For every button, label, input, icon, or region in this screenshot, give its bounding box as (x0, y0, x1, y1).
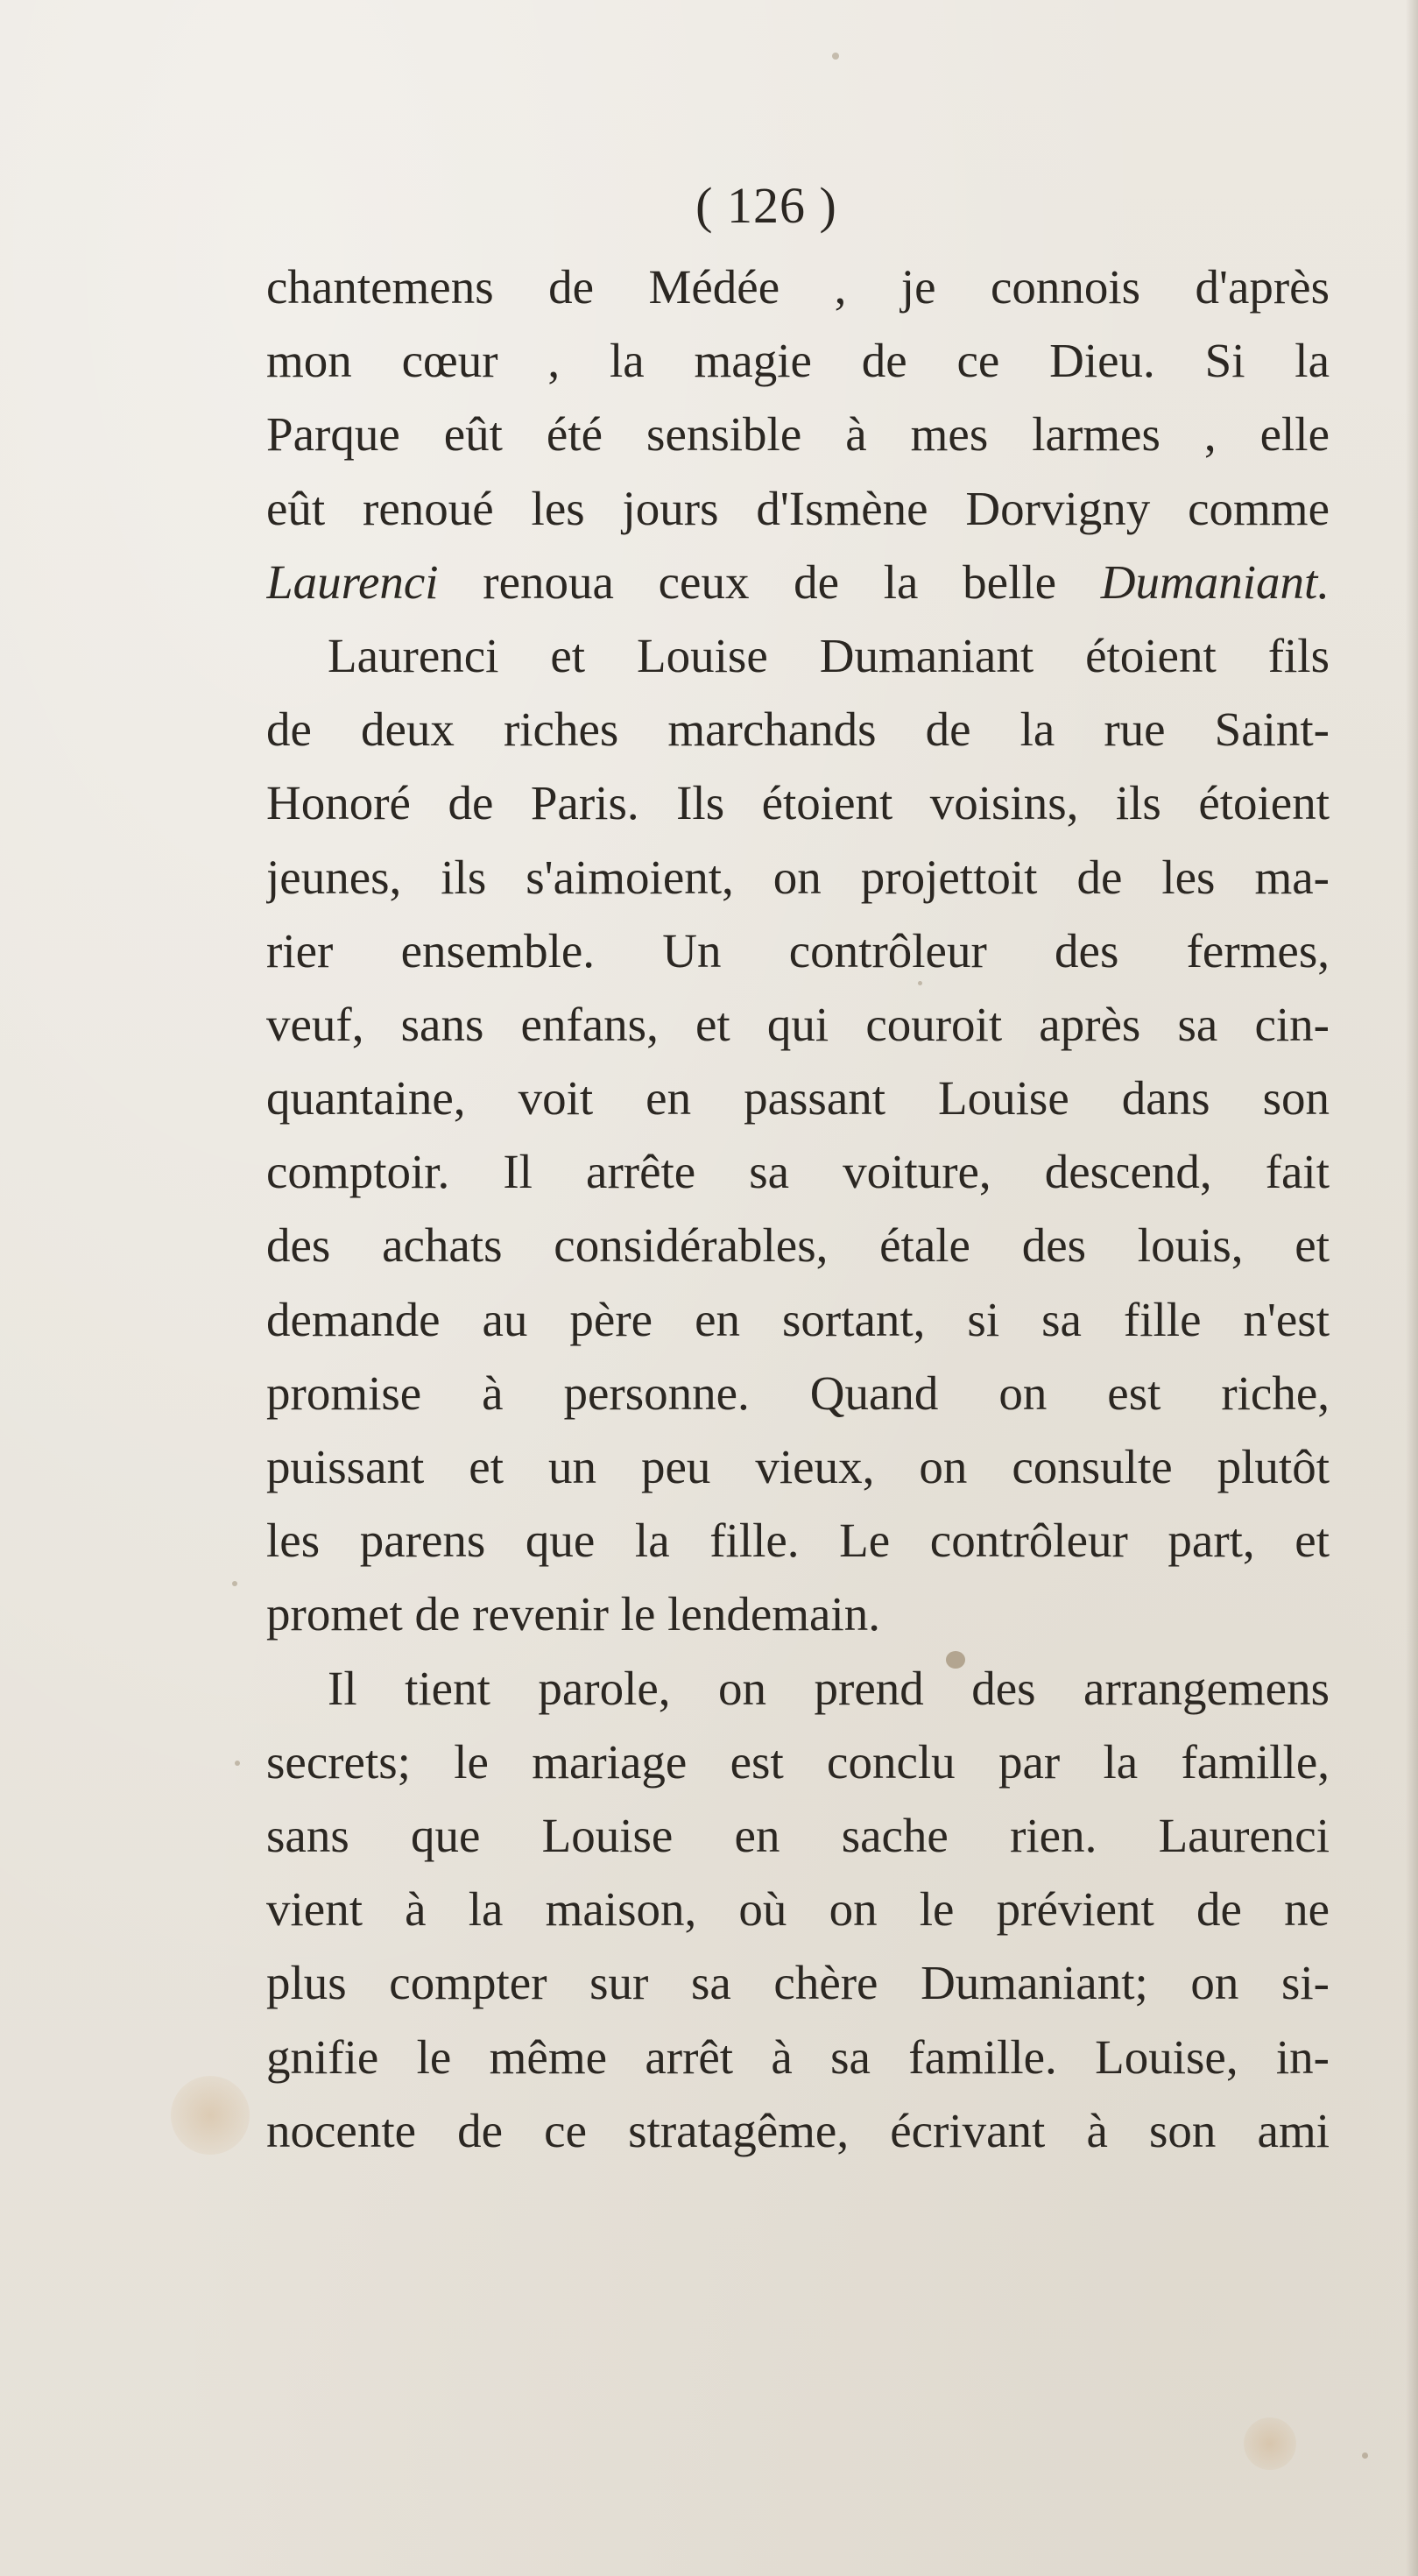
ink-speck (918, 981, 922, 985)
paragraph-start-line: Il tient parole, on prend des arrangemens (328, 1661, 1330, 1715)
ink-speck (832, 53, 839, 60)
text-line: quantaine, voit en passant Louise dans son (266, 1071, 1330, 1126)
text-line: eût renoué les jours d'Ismène Dorvigny comme (266, 481, 1330, 535)
text-line: de deux riches marchands de la rue Saint- (266, 702, 1330, 757)
text-line: Honoré de Paris. Ils étoient voisins, ils étoient (266, 776, 1330, 830)
paper-stain (171, 2076, 250, 2155)
text-line: les parens que la fille. Le contrôleur part, et (266, 1514, 1330, 1568)
text-line: comptoir. Il arrête sa voiture, descend, fait (266, 1145, 1330, 1199)
italic-name-laurenci: Laurenci (266, 554, 439, 609)
paragraph-start-line: Laurenci et Louise Dumaniant étoient fils (328, 628, 1330, 682)
text-line: veuf, sans enfans, et qui couroit après sa cin- (266, 997, 1330, 1051)
page-edge-shadow (1406, 0, 1418, 2576)
text-line: plus compter sur sa chère Dumaniant; on si- (266, 1956, 1330, 2010)
text-line: puissant et un peu vieux, on consulte plutôt (266, 1440, 1330, 1493)
text-line: mon cœur , la magie de ce Dieu. Si la (266, 334, 1330, 388)
text-line: demande au père en sortant, si sa fille n'est (266, 1292, 1330, 1346)
text-line: promise à personne. Quand on est riche, (266, 1366, 1330, 1420)
paper-stain (1244, 2417, 1296, 2470)
ink-speck (232, 1581, 237, 1586)
text-line: vient à la maison, où on le prévient de ne (266, 1882, 1330, 1937)
body-text (266, 251, 1330, 2168)
page-number: ( 126 ) (695, 177, 837, 234)
ink-speck (1362, 2452, 1368, 2459)
ink-speck (235, 1761, 240, 1766)
text-line: rier ensemble. Un contrôleur des fermes, (266, 923, 1330, 977)
text-line: gnifie le même arrêt à sa famille. Louise, in- (266, 2029, 1330, 2084)
text-fragment: renoua ceux de la belle (483, 554, 1057, 609)
italic-name-dumaniant: Dumaniant. (1100, 554, 1330, 609)
text-line: Parque eût été sensible à mes larmes , elle (266, 407, 1330, 462)
text-line: secrets; le mariage est conclu par la famille, (266, 1734, 1330, 1789)
text-line: des achats considérables, étale des louis, et (266, 1218, 1330, 1273)
text-line: jeunes, ils s'aimoient, on projettoit de les ma- (266, 850, 1330, 904)
paragraph-end-line: promet de revenir le lendemain. (266, 1587, 880, 1641)
text-line: nocente de ce stratagême, écrivant à son ami (266, 2103, 1330, 2157)
text-line: sans que Louise en sache rien. Laurenci (266, 1808, 1330, 1862)
text-line: chantemens de Médée , je connois d'après (266, 260, 1330, 314)
text-line-with-italics (266, 546, 1330, 619)
ink-speck (946, 1651, 965, 1669)
